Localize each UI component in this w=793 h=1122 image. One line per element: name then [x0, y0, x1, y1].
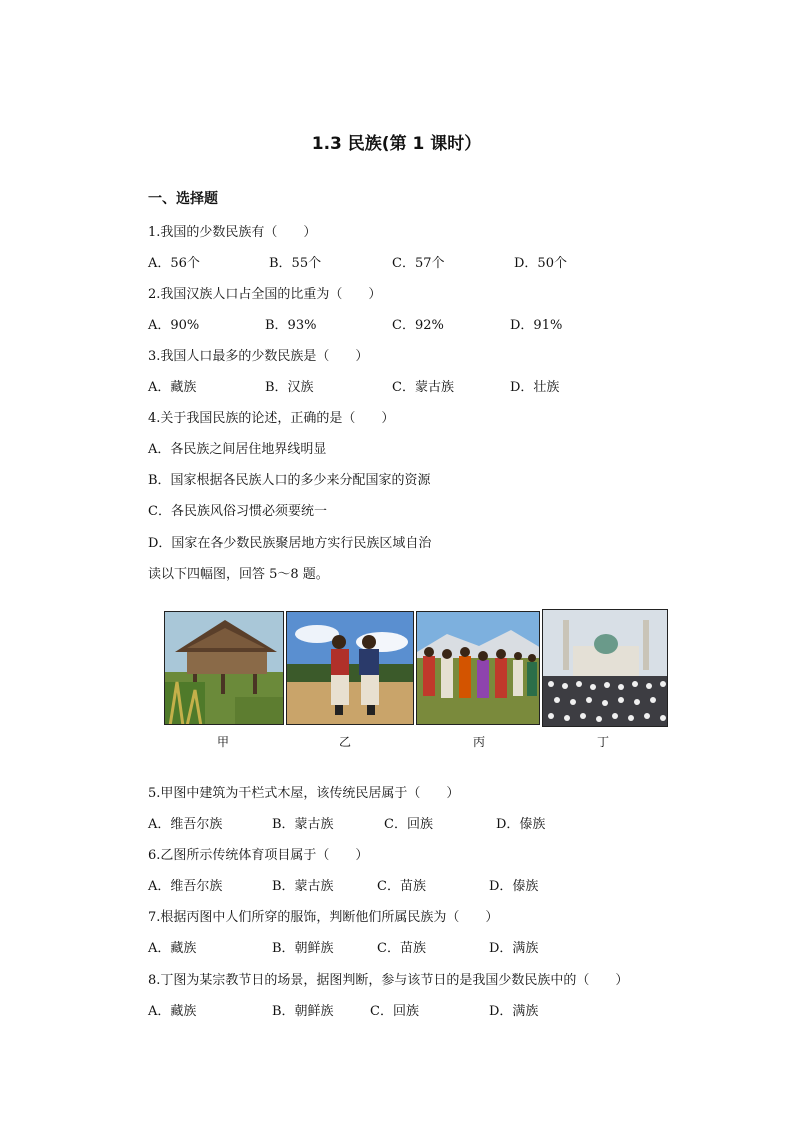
caption-jia: 甲	[217, 735, 230, 749]
option-a[interactable]: A．维吾尔族	[148, 817, 223, 832]
option-c[interactable]: C．92%	[392, 318, 444, 333]
option-d[interactable]: D．满族	[489, 1004, 539, 1019]
photo-dancers	[416, 611, 540, 725]
option-b[interactable]: B．汉族	[265, 380, 314, 395]
ethnic-photo-figure	[164, 609, 668, 729]
question-8-options	[148, 1000, 668, 1018]
option-c[interactable]: C．57个	[392, 256, 445, 271]
option-d[interactable]: D．傣族	[489, 879, 539, 894]
option-c[interactable]: C．苗族	[377, 879, 426, 894]
photo-mosque	[542, 609, 668, 727]
option-b[interactable]: B．蒙古族	[272, 879, 334, 894]
option-a[interactable]: A．藏族	[148, 941, 197, 956]
question-6-options	[148, 875, 668, 893]
photo-stilt-house	[164, 611, 284, 725]
option-a[interactable]: A．90%	[148, 318, 200, 333]
option-b[interactable]: B．55个	[269, 256, 322, 271]
option-d[interactable]: D．壮族	[510, 380, 560, 395]
question-1-options	[148, 252, 668, 270]
option-b[interactable]: B．朝鲜族	[272, 1004, 334, 1019]
question-7-stem: 7.根据丙图中人们所穿的服饰，判断他们所属民族为（ ）	[148, 910, 499, 925]
question-5-stem: 5.甲图中建筑为干栏式木屋，该传统民居属于（ ）	[148, 786, 460, 801]
option-d[interactable]: D．91%	[510, 318, 563, 333]
option-a[interactable]: A．各民族之间居住地界线明显	[148, 442, 327, 457]
option-d[interactable]: D．国家在各少数民族聚居地方实行民族区域自治	[148, 536, 432, 551]
option-d[interactable]: D．50个	[514, 256, 567, 271]
question-2-stem: 2.我国汉族人口占全国的比重为（ ）	[148, 287, 382, 302]
option-a[interactable]: A．维吾尔族	[148, 879, 223, 894]
option-b[interactable]: B．朝鲜族	[272, 941, 334, 956]
question-3-stem: 3.我国人口最多的少数民族是（ ）	[148, 349, 369, 364]
option-c[interactable]: C．各民族风俗习惯必须要统一	[148, 504, 327, 519]
page-title: 1.3 民族(第 1 课时）	[311, 134, 482, 154]
option-c[interactable]: C．蒙古族	[392, 380, 454, 395]
caption-ding: 丁	[597, 735, 610, 749]
option-b[interactable]: B．93%	[265, 318, 317, 333]
option-c[interactable]: C．苗族	[377, 941, 426, 956]
question-8-stem: 8.丁图为某宗教节日的场景，据图判断，参与该节日的是我国少数民族中的（ ）	[148, 973, 629, 988]
caption-yi: 乙	[339, 735, 352, 749]
option-b[interactable]: B．国家根据各民族人口的多少来分配国家的资源	[148, 473, 431, 488]
option-a[interactable]: A．藏族	[148, 380, 197, 395]
question-4-stem: 4.关于我国民族的论述，正确的是（ ）	[148, 411, 395, 426]
option-b[interactable]: B．蒙古族	[272, 817, 334, 832]
option-c[interactable]: C．回族	[370, 1004, 419, 1019]
figure-intro: 读以下四幅图，回答 5～8 题。	[148, 567, 329, 582]
caption-bing: 丙	[473, 735, 486, 749]
question-3-options	[148, 376, 668, 394]
question-1-stem: 1.我国的少数民族有（ ）	[148, 225, 317, 240]
option-d[interactable]: D．傣族	[496, 817, 546, 832]
option-a[interactable]: A．藏族	[148, 1004, 197, 1019]
option-c[interactable]: C．回族	[384, 817, 433, 832]
option-d[interactable]: D．满族	[489, 941, 539, 956]
section-heading: 一、选择题	[148, 191, 218, 207]
question-2-options	[148, 314, 668, 332]
question-6-stem: 6.乙图所示传统体育项目属于（ ）	[148, 848, 369, 863]
question-5-options	[148, 813, 668, 831]
question-7-options	[148, 937, 668, 955]
option-a[interactable]: A．56个	[148, 256, 200, 271]
photo-wrestling	[286, 611, 414, 725]
